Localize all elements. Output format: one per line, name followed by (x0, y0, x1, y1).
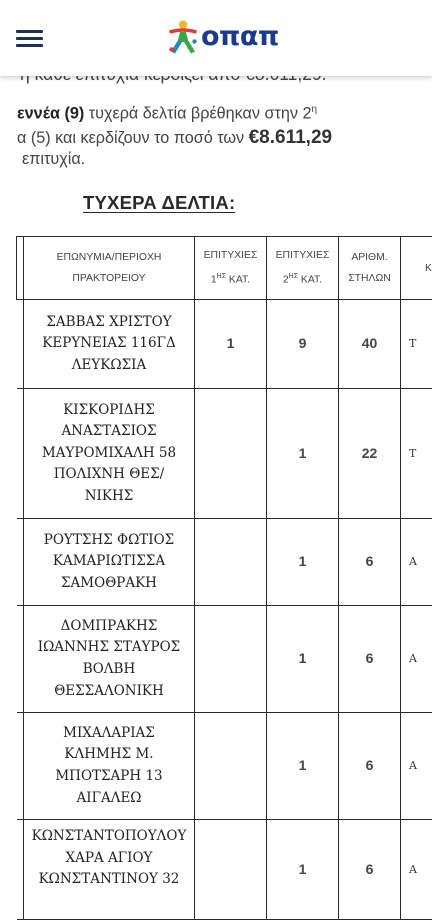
table-row (17, 389, 432, 519)
table-row (17, 519, 432, 606)
agent-line: ΘΕΣΣΑΛΟΝΙΚΗ (54, 683, 164, 699)
opap-star-figure-icon (166, 20, 200, 56)
header-cat2 (267, 237, 339, 300)
header-cat2-line-1: ΕΠΙΤΥΧΙΕΣ (276, 250, 330, 261)
article-line-3-text: α (5) και κερδίζουν το ποσό των (17, 129, 249, 147)
columns-cell: 22 (339, 389, 401, 519)
opap-logo[interactable] (166, 18, 279, 58)
hamburger-menu-icon[interactable] (16, 28, 44, 48)
columns-cell: 6 (339, 820, 401, 920)
header-cat1-line-1: ΕΠΙΤΥΧΙΕΣ (204, 250, 258, 261)
cat2-cell: 1 (267, 389, 339, 519)
logo-wordmark: οπαπ (201, 21, 279, 52)
header-agent (24, 237, 195, 300)
article-line-2 (17, 104, 317, 123)
table-row (17, 606, 432, 713)
menu-bar-top (16, 30, 43, 33)
article-line-4-text: επιτυχία. (22, 150, 85, 168)
row-spacer-cell (17, 519, 24, 606)
agent-line: ΠΟΛΙΧΝΗ ΘΕΣ/ (54, 466, 164, 482)
agent-line: ΚΑΜΑΡΙΩΤΙΣΣΑ (53, 553, 165, 569)
header-columns-line-1: ΑΡΙΘΜ. (351, 252, 387, 263)
cut-cell: Α (401, 606, 432, 713)
header-spacer-cell (17, 237, 24, 300)
table-header-row (17, 237, 432, 300)
header-cat2-suffix: ΚΑΤ. (298, 275, 322, 286)
cut-cell: Α (401, 713, 432, 820)
cut-cell: Τ (401, 300, 432, 389)
cat1-cell (195, 820, 267, 920)
cat1-cell (195, 519, 267, 606)
cat2-cell: 1 (267, 606, 339, 713)
menu-bar-bottom (16, 44, 43, 47)
cat2-cell: 1 (267, 519, 339, 606)
header-cat1 (195, 237, 267, 300)
columns-cell: 6 (339, 519, 401, 606)
cat2-cell: 1 (267, 713, 339, 820)
header-columns-line-2: ΣΤΗΛΩΝ (348, 273, 391, 284)
cut-cell: Τ (401, 389, 432, 519)
cut-cell: Α (401, 820, 432, 920)
agent-cell (24, 389, 195, 519)
header-agent-line-1: ΕΠΩΝΥΜΙΑ/ΠΕΡΙΟΧΗ (57, 252, 162, 263)
agent-line: ΚΙΣΚΟΡΙΔΗΣ (63, 402, 155, 418)
agent-line: ΑΙΓΑΛΕΩ (77, 790, 142, 806)
cat1-cell: 1 (195, 300, 267, 389)
article-line-4 (22, 150, 85, 169)
row-spacer-cell (17, 606, 24, 713)
agent-cell (24, 606, 195, 713)
columns-cell: 40 (339, 300, 401, 389)
header-columns (339, 237, 401, 300)
article-prize-amount: €8.611,29 (249, 127, 332, 148)
agent-line: ΔΟΜΠΡΑΚΗΣ (61, 618, 158, 634)
agent-line: ΚΕΡΥΝΕΙΑΣ 116ΓΔ (42, 335, 175, 351)
table-row (17, 713, 432, 820)
agent-cell (24, 519, 195, 606)
article-line-2-sup: η (312, 104, 318, 115)
cat2-cell: 1 (267, 820, 339, 920)
header-agent-line-2: ΠΡΑΚΤΟΡΕΙΟΥ (72, 273, 145, 284)
header-cat1-suffix: ΚΑΤ. (226, 275, 250, 286)
agent-line: ΙΩΑΝΝΗΣ ΣΤΑΥΡΟΣ (38, 639, 180, 655)
row-spacer-cell (17, 820, 24, 920)
cut-cell: Α (401, 519, 432, 606)
agent-line: ΚΩΝΣΤΑΝΤΟΠΟΥΛΟΥ (32, 828, 187, 844)
columns-cell: 6 (339, 606, 401, 713)
agent-line: ΚΛΗΜΗΣ Μ. (64, 746, 153, 762)
agent-line: ΜΙΧΑΛΑΡΙΑΣ (63, 725, 155, 741)
table-row (17, 300, 432, 389)
agent-cell (24, 300, 195, 389)
header-cat1-number: 1 (211, 275, 217, 286)
agent-line: ΧΑΡΑ ΑΓΙΟΥ (66, 850, 153, 866)
table-row (17, 820, 432, 920)
agent-cell (24, 820, 195, 920)
header-cat1-sup: ΗΣ (217, 273, 226, 280)
cat2-cell: 9 (267, 300, 339, 389)
header-cat2-number: 2 (283, 275, 289, 286)
header-cut-text: Κ (425, 263, 432, 274)
agent-line: ΝΙΚΗΣ (85, 488, 134, 504)
agent-line: ΛΕΥΚΩΣΙΑ (72, 357, 146, 373)
menu-bar-middle (16, 37, 43, 40)
agent-line: ΚΩΝΣΤΑΝΤΙΝΟΥ 32 (39, 871, 180, 887)
agent-line: ΑΝΑΣΤΑΣΙΟΣ (61, 423, 156, 439)
agent-line: ΡΟΥΤΣΗΣ ΦΩΤΙΟΣ (44, 532, 174, 548)
columns-cell: 6 (339, 713, 401, 820)
agent-line: ΒΟΛΒΗ (83, 661, 135, 677)
article-bold-count: εννέα (9) (17, 104, 84, 122)
cat1-cell (195, 606, 267, 713)
top-app-bar (0, 0, 432, 76)
agent-line: ΜΠΟΤΣΑΡΗ 13 (55, 768, 162, 784)
agent-cell (24, 713, 195, 820)
lucky-tickets-table (16, 236, 432, 920)
agent-line: ΣΑΒΒΑΣ ΧΡΙΣΤΟΥ (46, 314, 171, 330)
agent-line: ΣΑΜΟΘΡΑΚΗ (61, 575, 157, 591)
article-line-2-text: τυχερά δελτία βρέθηκαν στην 2 (84, 104, 311, 122)
header-cat2-sup: ΗΣ (289, 273, 298, 280)
cat1-cell (195, 713, 267, 820)
article-line-3 (17, 127, 332, 149)
header-cut-column (401, 237, 432, 300)
section-title: ΤΥΧΕΡΑ ΔΕΛΤΙΑ: (83, 192, 235, 214)
cat1-cell (195, 389, 267, 519)
agent-line: ΜΑΥΡΟΜΙΧΑΛΗ 58 (42, 445, 176, 461)
row-spacer-cell (17, 389, 24, 519)
row-spacer-cell (17, 300, 24, 389)
row-spacer-cell (17, 713, 24, 820)
